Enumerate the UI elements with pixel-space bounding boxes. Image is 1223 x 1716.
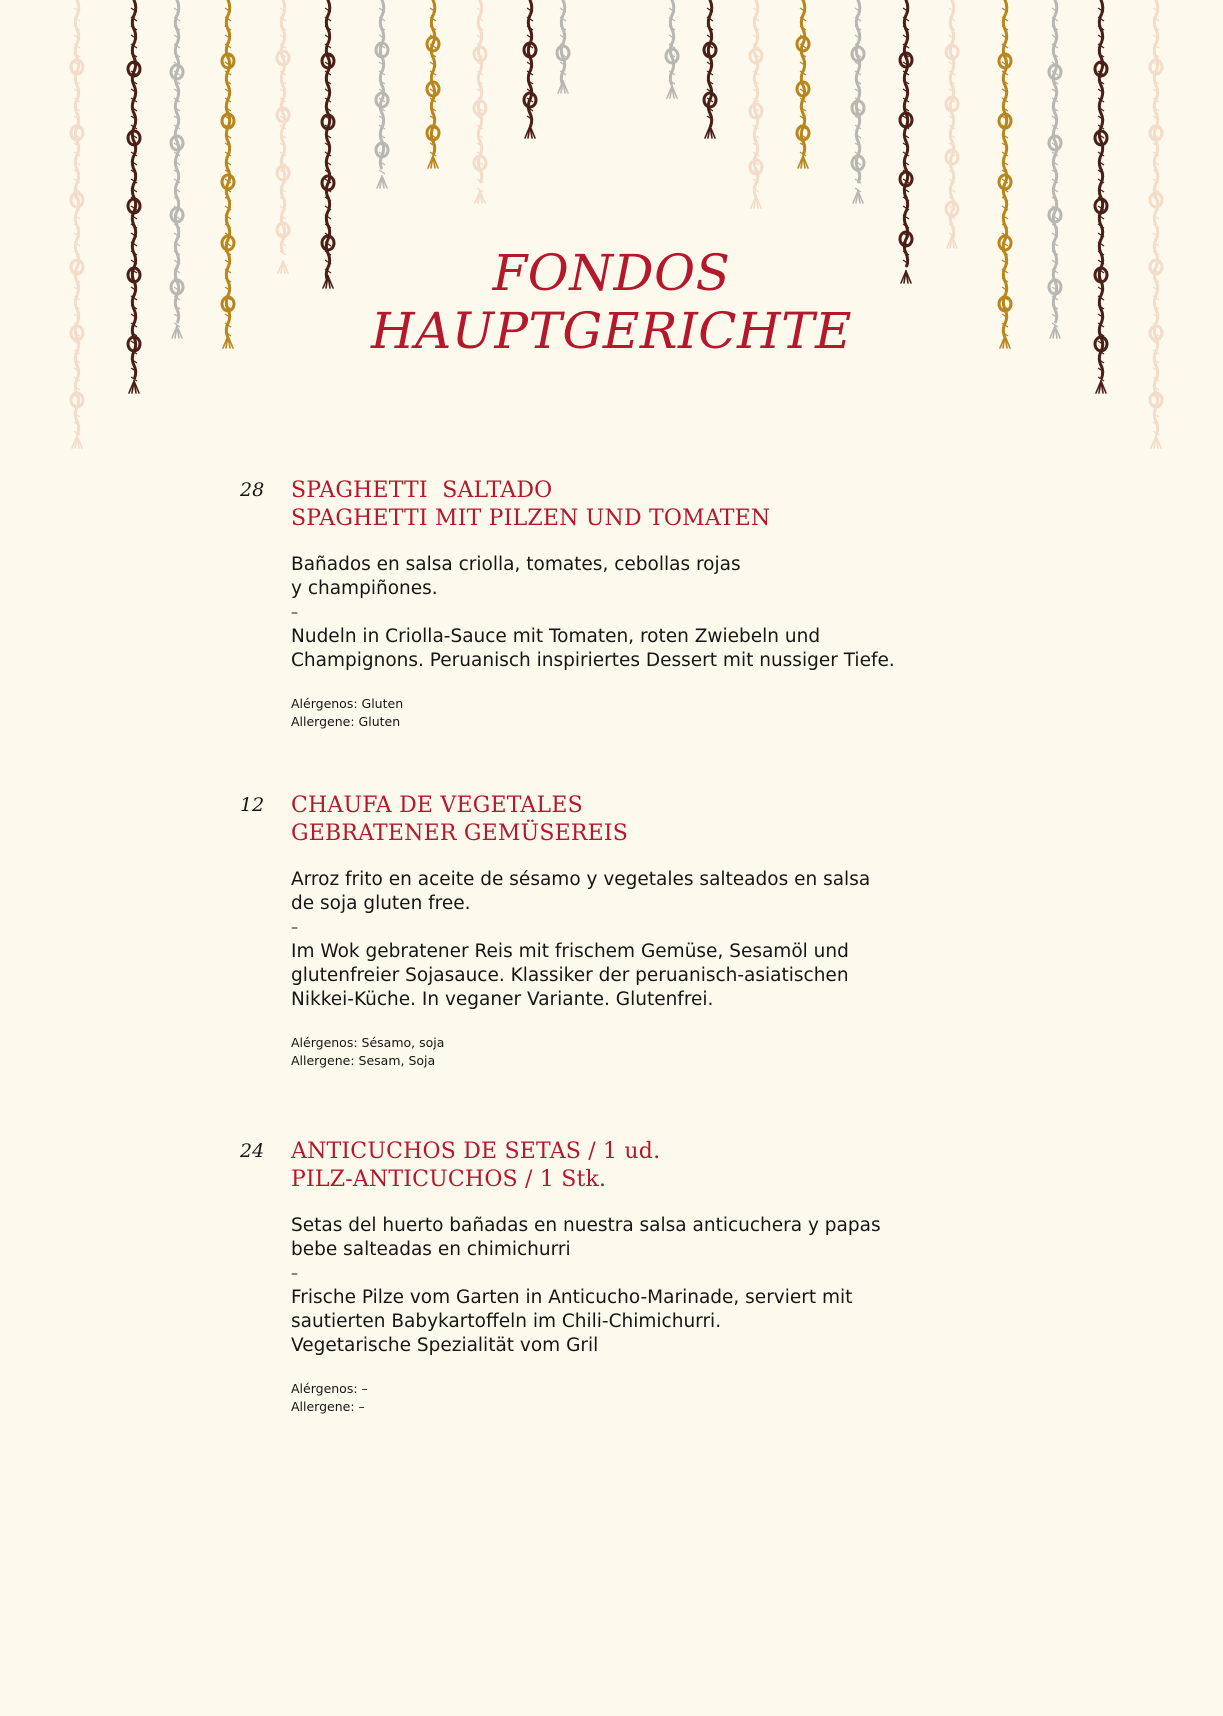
dish-name-spanish: CHAUFA DE VEGETALES — [291, 793, 583, 818]
hanging-rope-icon — [900, 0, 912, 283]
description-spanish-line: bebe salteadas en chimichurri — [291, 1239, 571, 1260]
description-spanish-line: Setas del huerto bañadas en nuestra salsa anticuchera y papas — [291, 1215, 881, 1236]
hanging-rope-icon — [666, 0, 678, 98]
description-spanish-line: de soja gluten free. — [291, 893, 471, 914]
menu-item — [240, 792, 1000, 1070]
hanging-rope-icon — [427, 0, 439, 168]
hanging-rope-icon — [797, 0, 809, 168]
description-german-line: sautierten Babykartoffeln im Chili-Chimichurri. — [291, 1311, 722, 1332]
dish-name-spanish: SPAGHETTI SALTADO — [291, 478, 553, 503]
description-german-line: Champignons. Peruanisch inspiriertes Dessert mit nussiger Tiefe. — [291, 650, 895, 671]
page-title-german: HAUPTGERICHTE — [371, 302, 852, 360]
hanging-rope-icon — [557, 0, 569, 93]
menu-item — [240, 1138, 1000, 1416]
price: 24 — [240, 1140, 265, 1162]
hanging-ropes-decoration — [0, 0, 1223, 460]
dish-name-german: PILZ-ANTICUCHOS / 1 Stk. — [291, 1167, 607, 1192]
hanging-rope-icon — [277, 0, 289, 273]
hanging-rope-icon — [946, 0, 958, 248]
dish-name-german: GEBRATENER GEMÜSEREIS — [291, 821, 629, 846]
allergens-spanish: Alérgenos: – — [291, 1381, 368, 1396]
separator-dash: – — [291, 920, 298, 936]
price: 28 — [240, 479, 265, 501]
description-german-line: glutenfreier Sojasauce. Klassiker der peruanisch-asiatischen — [291, 965, 849, 986]
hanging-rope-icon — [524, 0, 536, 138]
separator-dash: – — [291, 1266, 298, 1282]
description-german-line: Nikkei-Küche. In veganer Variante. Glutenfrei. — [291, 989, 714, 1010]
allergens-spanish: Alérgenos: Sésamo, soja — [291, 1035, 445, 1050]
description-german-line: Nudeln in Criolla-Sauce mit Tomaten, roten Zwiebeln und — [291, 626, 821, 647]
hanging-rope-icon — [750, 0, 762, 208]
hanging-rope-icon — [376, 0, 388, 188]
menu-item — [240, 477, 1000, 731]
allergens-german: Allergene: – — [291, 1399, 365, 1414]
hanging-rope-icon — [1150, 0, 1162, 448]
allergens-german: Allergene: Gluten — [291, 714, 401, 729]
dish-name-spanish: ANTICUCHOS DE SETAS / 1 ud. — [291, 1139, 661, 1164]
description-german-line: Frische Pilze vom Garten in Anticucho-Marinade, serviert mit — [291, 1287, 853, 1308]
hanging-rope-icon — [704, 0, 716, 138]
description-spanish-line: y champiñones. — [291, 578, 438, 599]
dish-name-german: SPAGHETTI MIT PILZEN UND TOMATEN — [291, 506, 771, 531]
hanging-rope-icon — [71, 0, 83, 448]
description-spanish-line: Bañados en salsa criolla, tomates, cebollas rojas — [291, 554, 741, 575]
allergens-german: Allergene: Sesam, Soja — [291, 1053, 436, 1068]
page-title-spanish: FONDOS — [492, 244, 731, 302]
hanging-rope-icon — [852, 0, 864, 203]
hanging-rope-icon — [474, 0, 486, 203]
description-spanish-line: Arroz frito en aceite de sésamo y vegetales salteados en salsa — [291, 869, 871, 890]
allergens-spanish: Alérgenos: Gluten — [291, 696, 404, 711]
separator-dash: – — [291, 605, 298, 621]
description-german-line: Vegetarische Spezialität vom Gril — [291, 1335, 599, 1356]
description-german-line: Im Wok gebratener Reis mit frischem Gemüse, Sesamöl und — [291, 941, 849, 962]
price: 12 — [240, 794, 265, 816]
